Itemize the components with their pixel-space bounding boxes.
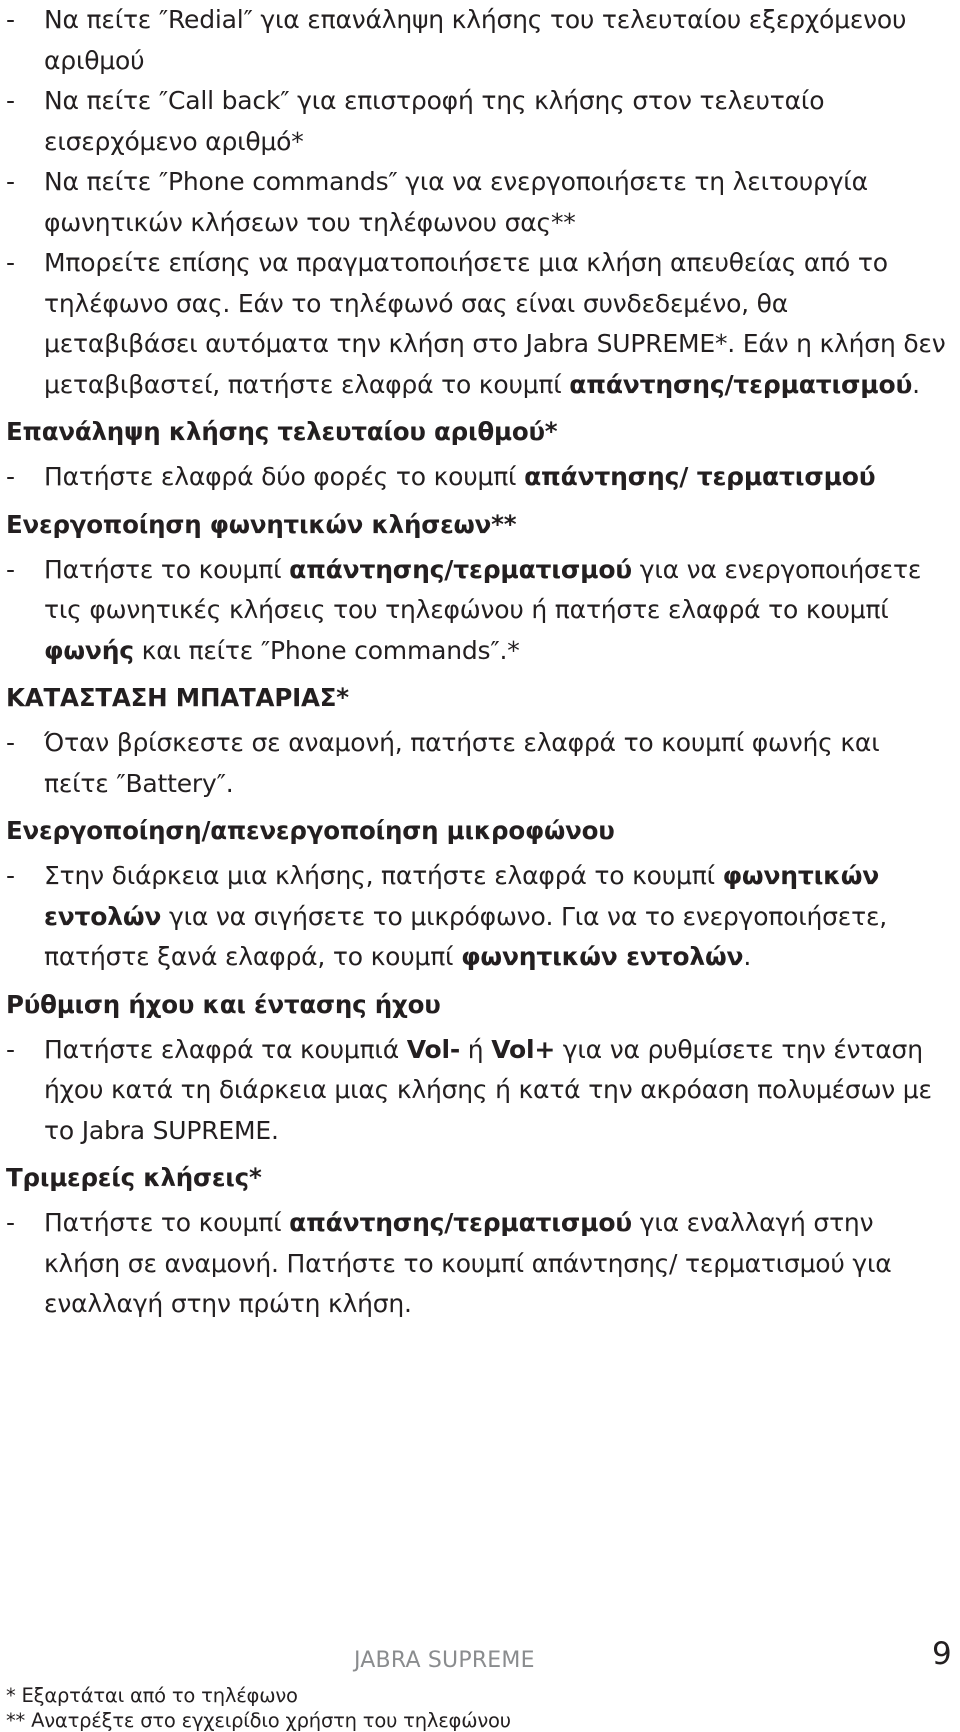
list-item-battery [6,723,946,804]
list-item-volume [6,1030,946,1152]
item-text: Να πείτε ″Phone commands″ για να ενεργοποιήσετε τη λειτουργία φωνητικών κλήσεων του τηλέφωνου σας** [44,167,868,237]
answer-end-button-label: απάντησης/ τερματισμού [524,462,876,491]
item-text-end: . [912,369,920,399]
list-item-mute [6,856,946,978]
list-item-phone-commands [6,162,946,243]
item-text: για να σιγήσετε το μικρόφωνο. Για να το ενεργοποιήσετε, πατήστε ξανά ελαφρά, το κουμπί [44,901,888,971]
vol-down-label: Vol- [406,1034,461,1064]
list-item-redial [6,457,946,498]
voice-command-button-label: φωνητικών εντολών [44,861,880,931]
voice-button-label: φωνής [44,635,134,665]
answer-end-button-label: απάντησης/τερματισμού [569,369,913,399]
item-text: Στην διάρκεια μια κλήσης, πατήστε ελαφρά το κουμπί [44,861,723,890]
bullet-dash: - [6,462,15,491]
list-item-callback-command [6,81,946,162]
list-item-direct-call [6,243,946,405]
bullet-dash: - [6,554,15,584]
item-text: Όταν βρίσκεστε σε αναμονή, πατήστε ελαφρά το κουμπί φωνής και πείτε ″Battery″. [44,728,880,798]
item-text: Πατήστε το κουμπί [44,1208,290,1237]
vol-up-label: Vol+ [491,1034,556,1064]
item-text: Πατήστε ελαφρά τα κουμπιά [44,1034,407,1064]
bullet-dash: - [6,861,15,890]
item-text: για εναλλαγή στην κλήση σε αναμονή. Πατήστε το κουμπί απάντησης/ τερματισμού για εναλλαγή στην πρώτη κλήση. [44,1208,892,1318]
section-heading-volume: Ρύθμιση ήχου και έντασης ήχου [6,989,441,1019]
list-item-voice-dial [6,550,946,672]
item-text: Να πείτε ″Call back″ για επιστροφή της κλήσης στον τελευταίο εισερχόμενο αριθμό* [44,86,825,156]
item-text: . [743,942,752,971]
section-heading-voice-dial: Ενεργοποίηση φωνητικών κλήσεων** [6,509,517,539]
section-heading-redial: Επανάληψη κλήσης τελευταίου αριθμού* [6,417,558,446]
bullet-dash: - [6,1034,15,1064]
page-number: 9 [932,1636,952,1672]
item-text: για να ρυθμίσετε την ένταση ήχου κατά τη διάρκεια μιας κλήσης ή κατά την ακρόαση πολυμέσων με το Jabra SUPREME. [44,1034,932,1145]
footer-brand: JABRA SUPREME [354,1648,535,1673]
item-text: Να πείτε ″Redial″ για επανάληψη κλήσης του τελευταίου εξερχόμενου αριθμού [44,5,907,75]
voice-command-button-label: φωνητικών εντολών [461,942,744,971]
footnote-phone-dependent: * Εξαρτάται από το τηλέφωνο [6,1684,298,1707]
bullet-dash: - [6,167,15,196]
item-text: για να ενεργοποιήσετε τις φωνητικές κλήσεις του τηλεφώνου ή πατήστε ελαφρά το κουμπί [44,554,922,624]
footnote-phone-manual: ** Ανατρέξτε στο εγχειρίδιο χρήστη του τηλεφώνου [6,1709,511,1732]
bullet-dash: - [6,5,15,34]
page-content [6,0,946,1325]
section-heading-three-way: Τριμερείς κλήσεις* [6,1163,262,1192]
section-heading-battery: ΚΑΤΑΣΤΑΣΗ ΜΠΑΤΑΡΙΑΣ* [6,683,349,712]
item-text: Πατήστε το κουμπί [44,554,290,584]
item-text: και πείτε ″Phone commands″.* [133,635,520,665]
item-text: ή [460,1034,492,1064]
answer-end-button-label: απάντησης/τερματισμού [289,554,632,584]
bullet-dash: - [6,248,15,277]
list-item-three-way [6,1203,946,1325]
answer-end-button-label: απάντησης/τερματισμού [289,1208,632,1237]
list-item-redial-command [6,0,946,81]
section-heading-mute: Ενεργοποίηση/απενεργοποίηση μικροφώνου [6,816,615,845]
item-text: Πατήστε ελαφρά δύο φορές το κουμπί [44,462,525,491]
bullet-dash: - [6,86,15,115]
bullet-dash: - [6,728,15,757]
bullet-dash: - [6,1208,15,1237]
item-text: Μπορείτε επίσης να πραγματοποιήσετε μια κλήση απευθείας από το τηλέφωνο σας. Εάν το τηλέφωνό σας είναι συνδεδεμένο, θα μεταβιβάσει αυτόματα την κλήση στο Jabra SUPREME*. Εάν η κλήση δεν μεταβιβαστεί, πατήστε ελαφρά το κουμπί [44,248,946,399]
